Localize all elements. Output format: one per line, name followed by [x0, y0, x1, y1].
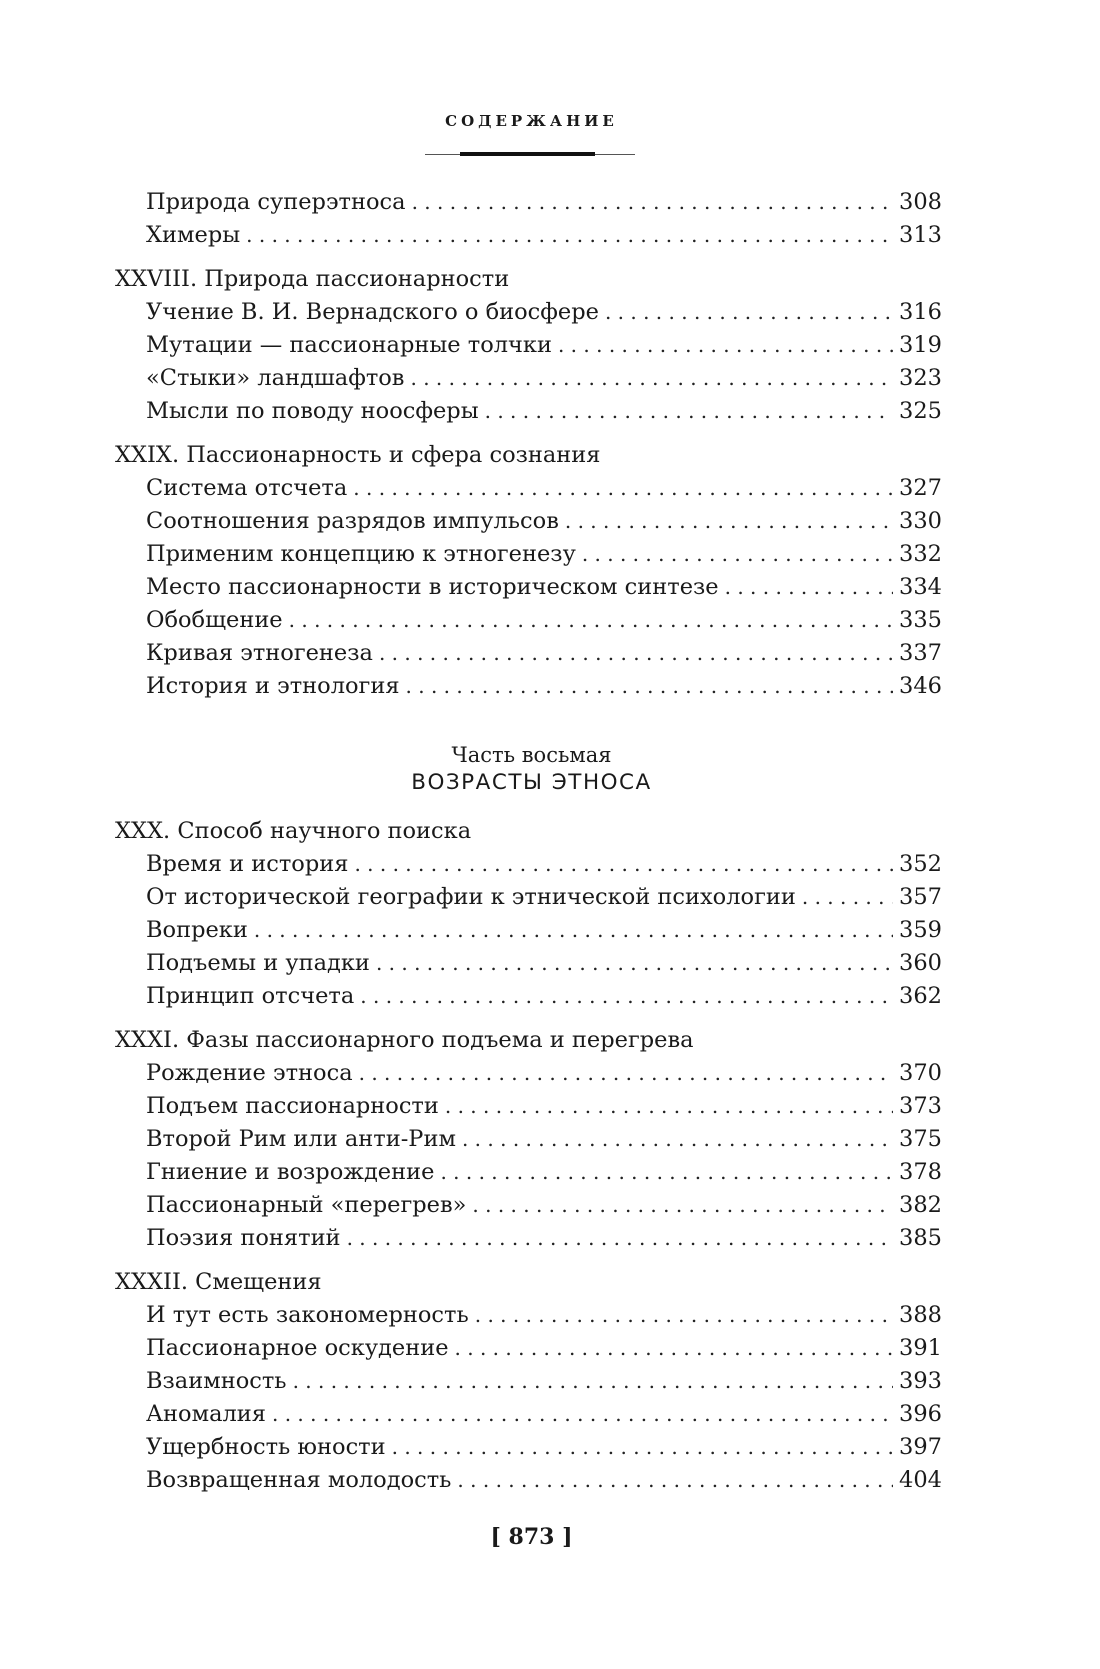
- dot-leader: [475, 1299, 893, 1332]
- toc-entry-title: Подъем пассионарности: [146, 1093, 439, 1119]
- dot-leader: [354, 848, 893, 881]
- chapter-heading[interactable]: XXIX. Пассионарность и сфера сознания: [115, 442, 601, 468]
- chapter-heading[interactable]: XXXI. Фазы пассионарного подъема и перегрева: [115, 1027, 694, 1053]
- toc-entry[interactable]: [146, 505, 942, 538]
- toc-entry[interactable]: [146, 329, 942, 362]
- toc-entry[interactable]: [146, 670, 942, 703]
- toc-entry-title: Аномалия: [146, 1401, 266, 1427]
- toc-entry-page: 391: [899, 1335, 942, 1361]
- toc-entry-page: 313: [899, 222, 942, 248]
- toc-entry-title: Система отсчета: [146, 475, 348, 501]
- toc-entry-page: 334: [899, 574, 942, 600]
- dot-leader: [582, 538, 893, 571]
- toc-entry-title: Пассионарный «перегрев»: [146, 1192, 467, 1218]
- toc-entry-title: Применим концепцию к этногенезу: [146, 541, 576, 567]
- running-header: СОДЕРЖАНИЕ: [445, 112, 618, 130]
- toc-entry-page: 308: [899, 189, 942, 215]
- toc-entry-title: Мысли по поводу ноосферы: [146, 398, 479, 424]
- toc-entry-page: 357: [899, 884, 942, 910]
- toc-entry-page: 332: [899, 541, 942, 567]
- part-title[interactable]: ВОЗРАСТЫ ЭТНОСА: [411, 770, 652, 795]
- chapter-heading[interactable]: XXXII. Смещения: [115, 1269, 322, 1295]
- toc-entry[interactable]: [146, 1222, 942, 1255]
- toc-entry[interactable]: [146, 637, 942, 670]
- toc-entry[interactable]: [146, 1156, 942, 1189]
- toc-entry[interactable]: [146, 848, 942, 881]
- toc-entry[interactable]: [146, 362, 942, 395]
- toc-entry[interactable]: [146, 1123, 942, 1156]
- dot-leader: [440, 1156, 893, 1189]
- toc-entry-page: 337: [899, 640, 942, 666]
- toc-entry[interactable]: [146, 538, 942, 571]
- dot-leader: [293, 1365, 893, 1398]
- dot-leader: [565, 505, 893, 538]
- toc-entry-title: Второй Рим или анти-Рим: [146, 1126, 456, 1152]
- toc-entry[interactable]: [146, 1365, 942, 1398]
- toc-entry-title: И тут есть закономерность: [146, 1302, 469, 1328]
- toc-entry-page: 373: [899, 1093, 942, 1119]
- toc-entry[interactable]: [146, 1398, 942, 1431]
- dot-leader: [462, 1123, 893, 1156]
- dot-leader: [457, 1464, 893, 1497]
- page-number: [ 873 ]: [490, 1524, 573, 1550]
- toc-entry-title: Место пассионарности в историческом синтезе: [146, 574, 719, 600]
- dot-leader: [360, 980, 893, 1013]
- dot-leader: [455, 1332, 894, 1365]
- dot-leader: [802, 881, 893, 914]
- toc-entry-page: 359: [899, 917, 942, 943]
- toc-entry[interactable]: [146, 1332, 942, 1365]
- toc-entry[interactable]: [146, 571, 942, 604]
- dot-leader: [406, 670, 894, 703]
- toc-entry-title: Обобщение: [146, 607, 283, 633]
- toc-entry[interactable]: [146, 1299, 942, 1332]
- dot-leader: [376, 947, 893, 980]
- toc-entry[interactable]: [146, 1464, 942, 1497]
- dot-leader: [605, 296, 893, 329]
- toc-entry-page: 346: [899, 673, 942, 699]
- toc-entry-page: 316: [899, 299, 942, 325]
- toc-entry-page: 370: [899, 1060, 942, 1086]
- toc-entry-title: Взаимность: [146, 1368, 287, 1394]
- toc-entry[interactable]: [146, 1189, 942, 1222]
- toc-entry-title: Учение В. И. Вернадского о биосфере: [146, 299, 599, 325]
- toc-entry-title: Поэзия понятий: [146, 1225, 341, 1251]
- chapter-heading[interactable]: XXVIII. Природа пассионарности: [115, 266, 510, 292]
- toc-entry[interactable]: [146, 947, 942, 980]
- toc-entry-title: Принцип отсчета: [146, 983, 355, 1009]
- dot-leader: [558, 329, 893, 362]
- toc-entry-page: 375: [899, 1126, 942, 1152]
- toc-entry-page: 393: [899, 1368, 942, 1394]
- toc-entry[interactable]: [146, 1057, 942, 1090]
- toc-entry-title: Кривая этногенеза: [146, 640, 373, 666]
- dot-leader: [246, 219, 893, 252]
- toc-entry-page: 388: [899, 1302, 942, 1328]
- dot-leader: [472, 1189, 893, 1222]
- dot-leader: [725, 571, 893, 604]
- toc-entry[interactable]: [146, 219, 942, 252]
- toc-entry-page: 404: [899, 1467, 942, 1493]
- dot-leader: [254, 914, 893, 947]
- toc-entry-page: 352: [899, 851, 942, 877]
- dot-leader: [445, 1090, 893, 1123]
- toc-entry-title: Вопреки: [146, 917, 248, 943]
- dot-leader: [412, 186, 893, 219]
- toc-entry[interactable]: [146, 914, 942, 947]
- toc-entry-title: От исторической географии к этнической психологии: [146, 884, 796, 910]
- toc-entry-title: Природа суперэтноса: [146, 189, 406, 215]
- toc-entry-title: Соотношения разрядов импульсов: [146, 508, 559, 534]
- toc-entry-title: Время и история: [146, 851, 349, 877]
- dot-leader: [353, 472, 893, 505]
- dot-leader: [347, 1222, 893, 1255]
- toc-entry[interactable]: [146, 296, 942, 329]
- dot-leader: [379, 637, 893, 670]
- toc-entry-page: 360: [899, 950, 942, 976]
- toc-entry[interactable]: [146, 186, 942, 219]
- dot-leader: [289, 604, 893, 637]
- toc-entry[interactable]: [146, 980, 942, 1013]
- toc-entry-page: 385: [899, 1225, 942, 1251]
- toc-entry[interactable]: [146, 1431, 942, 1464]
- toc-entry-title: «Стыки» ландшафтов: [146, 365, 405, 391]
- toc-entry-page: 397: [899, 1434, 942, 1460]
- toc-entry-page: 335: [899, 607, 942, 633]
- toc-entry-page: 330: [899, 508, 942, 534]
- dot-leader: [272, 1398, 893, 1431]
- toc-entry-title: Рождение этноса: [146, 1060, 353, 1086]
- toc-entry-page: 323: [899, 365, 942, 391]
- toc-entry[interactable]: [146, 881, 942, 914]
- chapter-heading[interactable]: XXX. Способ научного поиска: [115, 818, 472, 844]
- toc-entry-title: Возвращенная молодость: [146, 1467, 452, 1493]
- toc-entry[interactable]: [146, 1090, 942, 1123]
- toc-entry-title: Пассионарное оскудение: [146, 1335, 449, 1361]
- toc-entry-title: Ущербность юности: [146, 1434, 386, 1460]
- dot-leader: [359, 1057, 893, 1090]
- toc-entry[interactable]: [146, 604, 942, 637]
- toc-entry-title: Мутации — пассионарные толчки: [146, 332, 552, 358]
- toc-entry[interactable]: [146, 472, 942, 505]
- dot-leader: [410, 362, 893, 395]
- toc-entry-page: 325: [899, 398, 942, 424]
- dot-leader: [392, 1431, 893, 1464]
- toc-entry-page: 319: [899, 332, 942, 358]
- dot-leader: [485, 395, 893, 428]
- toc-entry-title: Подъемы и упадки: [146, 950, 370, 976]
- toc-entry-title: Химеры: [146, 222, 241, 248]
- toc-entry-page: 382: [899, 1192, 942, 1218]
- toc-entry-page: 327: [899, 475, 942, 501]
- part-label: Часть восьмая: [451, 743, 612, 767]
- toc-entry[interactable]: [146, 395, 942, 428]
- toc-entry-page: 362: [899, 983, 942, 1009]
- toc-entry-page: 378: [899, 1159, 942, 1185]
- toc-entry-page: 396: [899, 1401, 942, 1427]
- toc-entry-title: История и этнология: [146, 673, 400, 699]
- toc-entry-title: Гниение и возрождение: [146, 1159, 435, 1185]
